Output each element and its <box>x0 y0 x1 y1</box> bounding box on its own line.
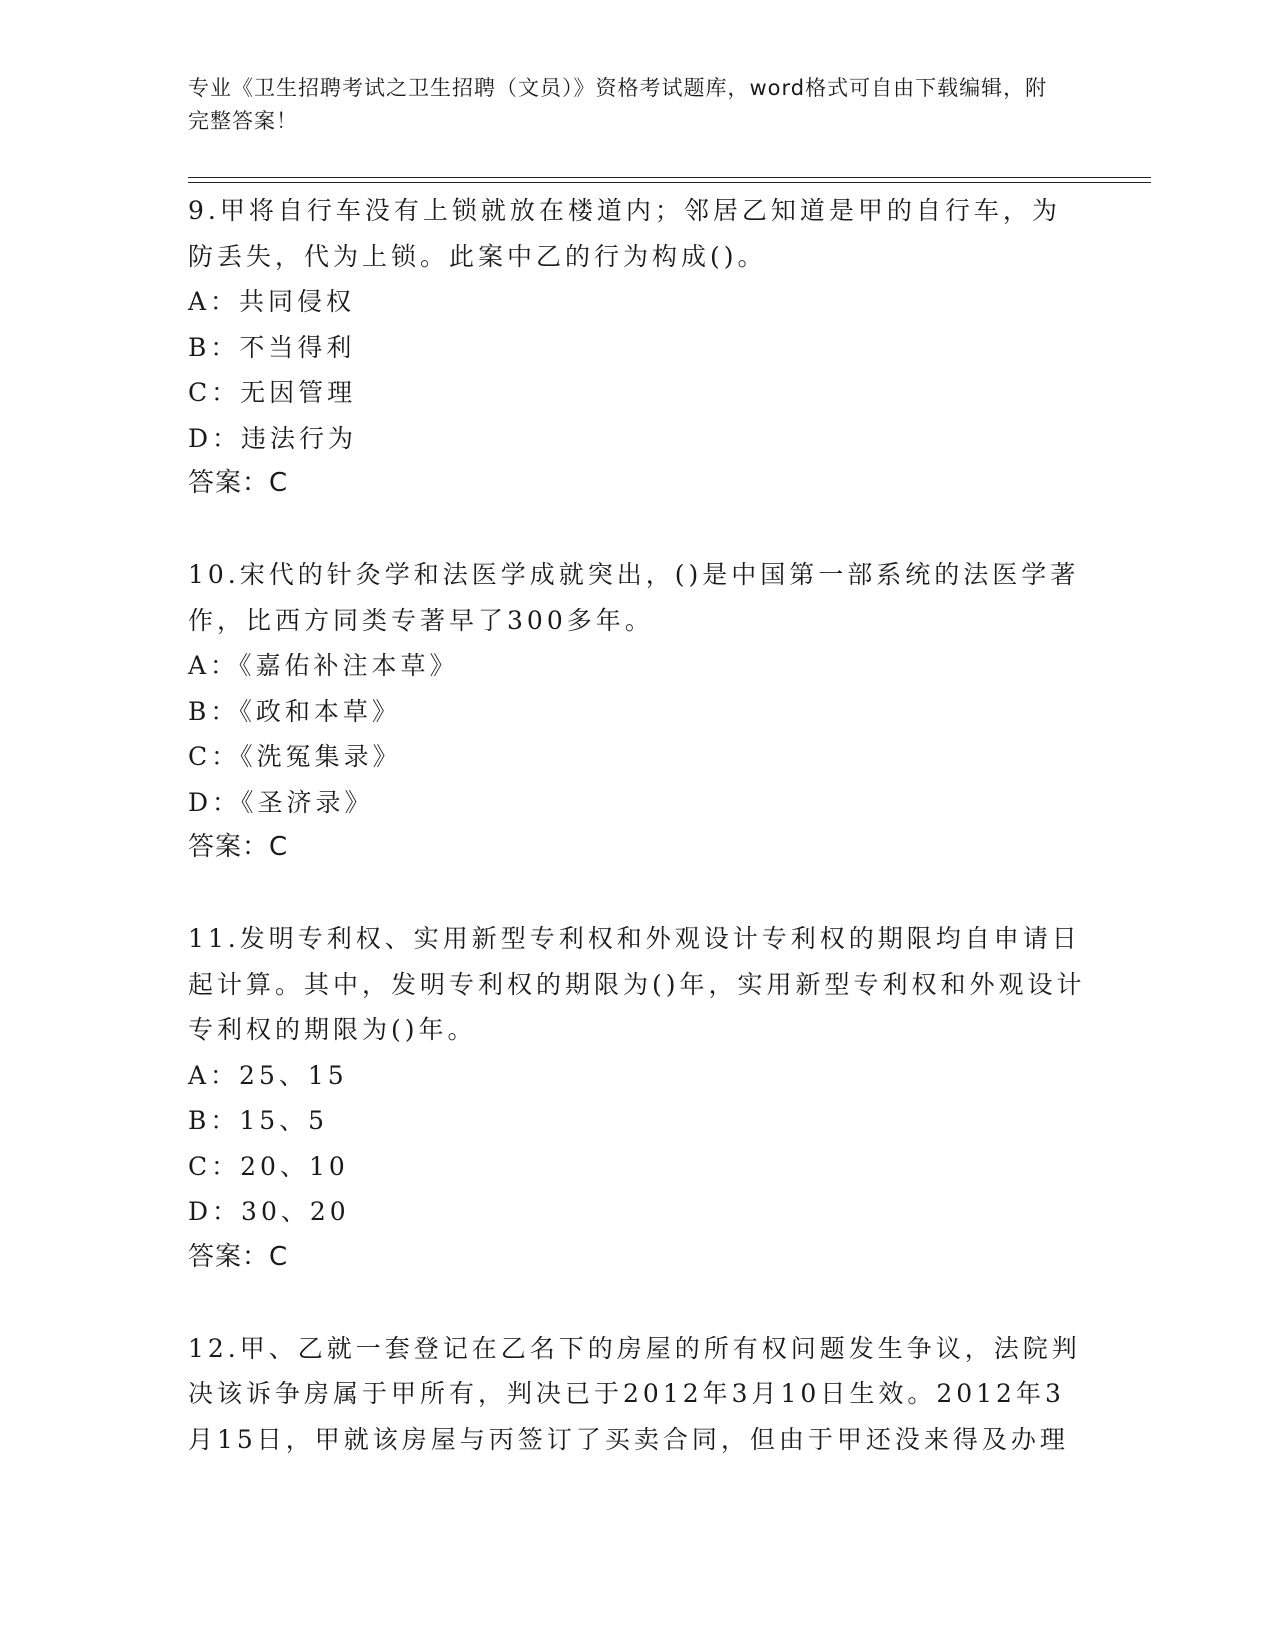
answer-line: 答案：C <box>188 1241 289 1272</box>
option-b: B：不当得利 <box>188 332 356 362</box>
option-b: B：15、5 <box>188 1106 329 1135</box>
option-b: B：《政和本草》 <box>188 696 401 726</box>
answer-line: 答案：C <box>188 468 289 498</box>
question-spacer <box>188 507 1088 553</box>
question-spacer <box>188 1280 1088 1326</box>
option-a: A：《嘉佑补注本草》 <box>188 651 459 680</box>
question-12 <box>188 1326 1088 1463</box>
option-d: D：30、20 <box>188 1197 350 1226</box>
option-c: C：20、10 <box>188 1151 349 1181</box>
option-d: D：《圣济录》 <box>188 787 374 817</box>
header-divider-top <box>188 177 1151 178</box>
document-header: 专业《卫生招聘考试之卫生招聘（文员）》资格考试题库，word格式可自由下载编辑，附完整答案！ <box>188 76 1048 133</box>
answer-line: 答案：C <box>188 832 289 862</box>
option-d: D：违法行为 <box>188 423 358 453</box>
option-a: A：共同侵权 <box>188 287 356 316</box>
option-c: C：无因管理 <box>188 378 357 407</box>
option-c: C：《洗冤集录》 <box>188 742 402 771</box>
question-9 <box>188 188 1088 507</box>
question-10 <box>188 552 1088 871</box>
option-a: A：25、15 <box>188 1060 348 1090</box>
header-divider-bottom <box>188 182 1151 183</box>
question-stem: 11.发明专利权、实用新型专利权和外观设计专利权的期限均自申请日起计算。其中，发明专利权的期限为()年，实用新型专利权和外观设计专利权的期限为()年。 <box>188 924 1086 1044</box>
question-11 <box>188 916 1088 1280</box>
question-stem: 12.甲、乙就一套登记在乙名下的房屋的所有权问题发生争议，法院判决该诉争房属于甲所有，判决已于2012年3月10日生效。2012年3月15日，甲就该房屋与丙签订了买卖合同，但由于甲还没来得及办理 <box>188 1333 1081 1454</box>
question-stem: 10.宋代的针灸学和法医学成就突出，()是中国第一部系统的法医学著作，比西方同类专著早了300多年。 <box>188 560 1080 635</box>
question-stem: 9.甲将自行车没有上锁就放在楼道内；邻居乙知道是甲的自行车，为防丢失，代为上锁。此案中乙的行为构成()。 <box>188 196 1061 271</box>
question-list <box>188 188 1088 1462</box>
question-spacer <box>188 871 1088 917</box>
